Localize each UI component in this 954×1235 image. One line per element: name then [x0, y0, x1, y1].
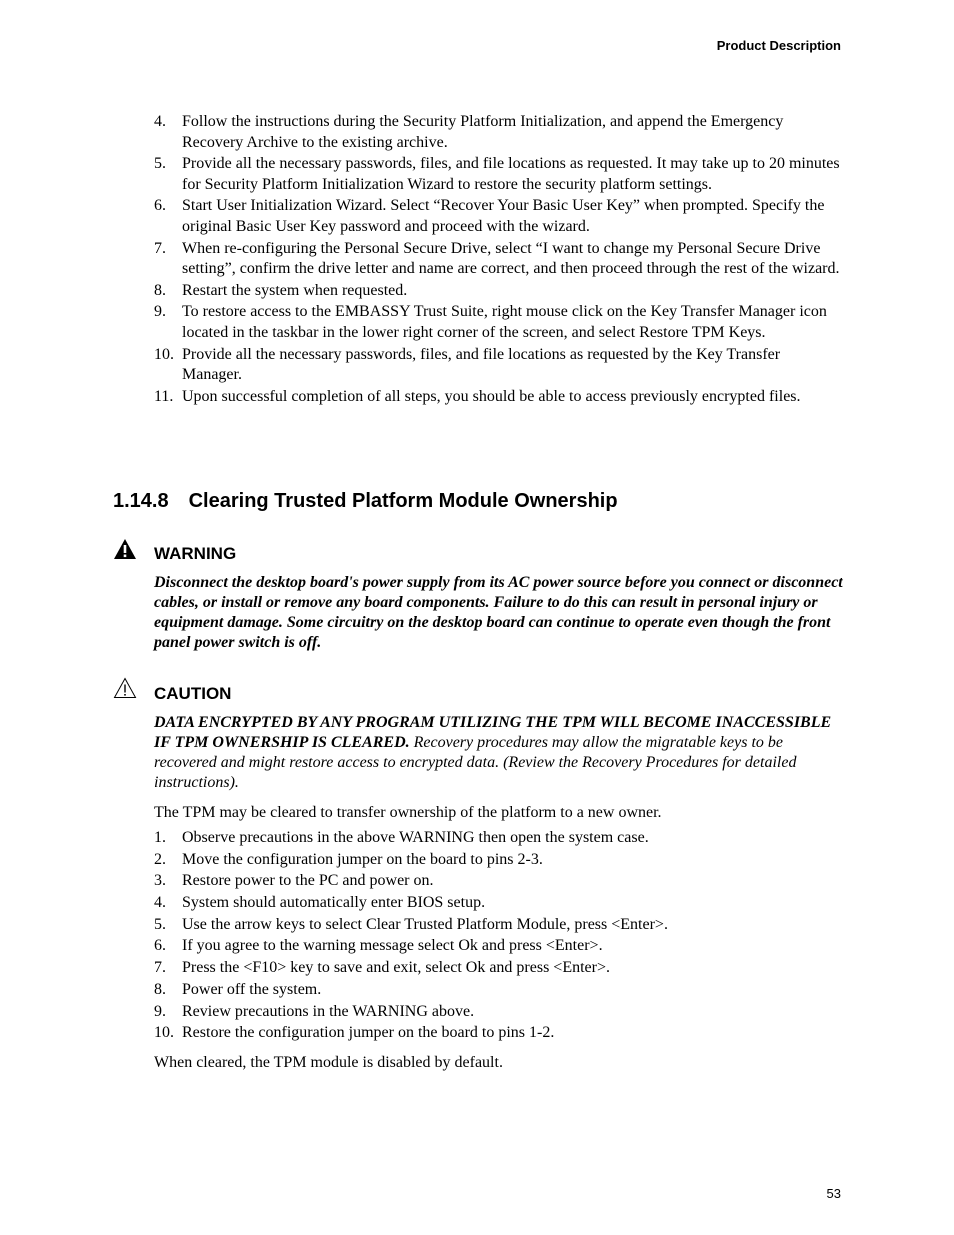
list-item: 4. Follow the instructions during the Security Platform Initialization, and append the Emergency Recovery Archive to the existing archive. — [154, 113, 784, 151]
list-item: 7. When re-configuring the Personal Secure Drive, select “I want to change my Personal Secure Drive setting”, confirm the drive letter and name are correct, and then proceed through the rest of the wizard. — [154, 239, 840, 278]
list-item: 2. Move the configuration jumper on the board to pins 2-3. — [154, 850, 543, 868]
list-item: 5. Provide all the necessary passwords, files, and file locations as requested. It may take up to 20 minutes for Security Platform Initialization Wizard to restore the security platform settings. — [154, 155, 840, 193]
intro-paragraph: The TPM may be cleared to transfer ownership of the platform to a new owner. — [154, 804, 662, 821]
list-item: 3. Restore power to the PC and power on. — [154, 872, 434, 890]
warning-text: Disconnect the desktop board's power supply from its AC power source before you connect or disconnect cables, or install or remove any board components. Failure to do this can result in personal injury or equipment damage. Some circuitry on the desktop board can continue to operate even though the front panel power switch is off. — [154, 574, 843, 651]
list-item: 10. Restore the configuration jumper on the board to pins 1-2. — [154, 1024, 555, 1042]
caution-label: CAUTION — [154, 684, 232, 703]
section-title: Clearing Trusted Platform Module Ownership — [188, 490, 618, 512]
caution-text — [154, 713, 844, 793]
list-item: 10. Provide all the necessary passwords, files, and file locations as requested by the Key Transfer Manager. — [154, 345, 781, 384]
list-item: 4. System should automatically enter BIOS setup. — [154, 894, 486, 912]
warning-label: WARNING — [154, 544, 237, 563]
list-item: 11. Upon successful completion of all steps, you should be able to access previously encrypted files. — [154, 387, 801, 405]
running-header: Product Description — [716, 38, 841, 53]
caution-lead: DATA ENCRYPTED BY ANY PROGRAM UTILIZING THE TPM WILL BECOME INACCESSIBLE IF TPM OWNERSHIP IS CLEARED. — [154, 714, 832, 751]
warning-icon — [113, 538, 137, 560]
list-item: 9. Review precautions in the WARNING above. — [154, 1002, 475, 1020]
caution-icon — [113, 677, 137, 699]
list-item: 5. Use the arrow keys to select Clear Trusted Platform Module, press <Enter>. — [154, 915, 668, 933]
section-number: 1.14.8 — [113, 490, 169, 512]
list-item: 6. If you agree to the warning message select Ok and press <Enter>. — [154, 937, 603, 955]
list-item: 7. Press the <F10> key to save and exit, select Ok and press <Enter>. — [154, 959, 610, 977]
list-item: 9. To restore access to the EMBASSY Trust Suite, right mouse click on the Key Transfer Manager icon located in the taskbar in the lower right corner of the screen, and select Restore TPM Keys. — [154, 303, 827, 341]
restore-steps-list — [154, 112, 844, 409]
section-heading — [113, 490, 618, 513]
clear-tpm-steps-list — [154, 828, 844, 1045]
list-item: 8. Power off the system. — [154, 980, 322, 998]
list-item: 6. Start User Initialization Wizard. Select “Recover Your Basic User Key” when prompted. Specify the original Basic User Key password and proceed with the wizard. — [154, 197, 825, 235]
list-item: 8. Restart the system when requested. — [154, 281, 408, 299]
caution-detail: Recovery procedures may allow the migratable keys to be recovered and might restore access to encrypted data. (Review the Recovery Procedures for detailed instructions). — [154, 734, 797, 791]
page-number: 53 — [826, 1186, 841, 1201]
closing-paragraph: When cleared, the TPM module is disabled by default. — [154, 1054, 503, 1071]
list-item: 1. Observe precautions in the above WARNING then open the system case. — [154, 829, 649, 846]
